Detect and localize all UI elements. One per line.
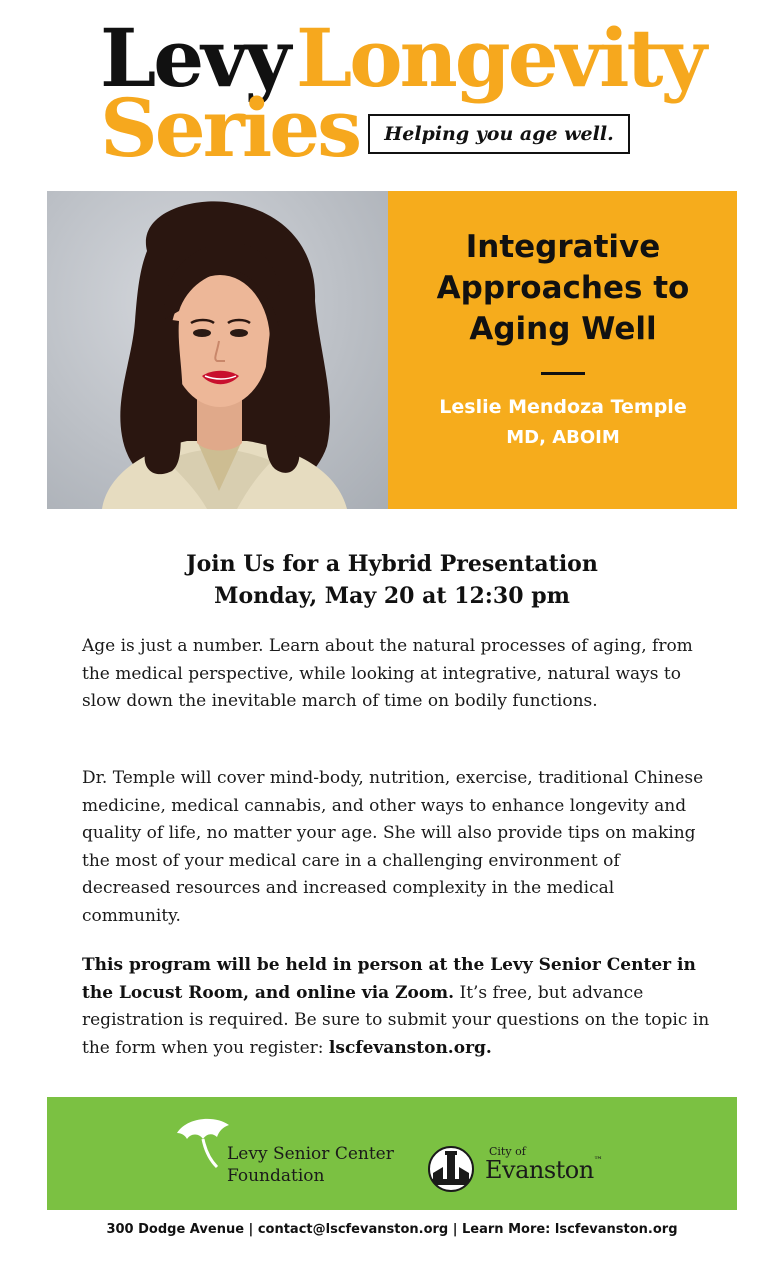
city-of-label: City of [489, 1145, 526, 1158]
event-title-line-1: Integrative [465, 229, 661, 265]
event-title [408, 227, 718, 350]
registration-text: It’s free, but advance registration is required. Be sure to submit your questions on the topic in the form when you register: [82, 982, 710, 1058]
description-paragraph-1: Age is just a number. Learn about the natural processes of aging, from the medical perspective, while looking at integrative, natural ways to slow down the inevitable march of time on bodily functions. [82, 636, 693, 712]
evanston-label [485, 1156, 602, 1184]
title-divider [541, 372, 585, 375]
series-title-series: Series [100, 81, 360, 175]
hero-panel [47, 191, 737, 509]
event-date-time: Monday, May 20 at 12:30 pm [214, 583, 570, 609]
description-paragraph-2: Dr. Temple will cover mind-body, nutrition, exercise, traditional Chinese medicine, medical cannabis, and other ways to enhance longevity and quality of life, no matter your age. She will also provide tips on making the most of your medical care in a challenging environment of decreased resources and increased complexity in the medical community. [82, 768, 704, 926]
location-statement: This program will be held in person at the Levy Senior Center in the Locust Room, and online via Zoom. [82, 955, 696, 1003]
evanston-word: Evanston [485, 1156, 594, 1184]
registration-paragraph [82, 952, 712, 1062]
event-subheading [60, 548, 724, 612]
ginkgo-leaf-icon [173, 1111, 233, 1171]
event-title-panel [388, 191, 737, 509]
lscf-logo [177, 1117, 417, 1197]
lscf-name-line-1: Levy Senior Center [227, 1144, 394, 1164]
speaker-name: Leslie Mendoza Temple [439, 396, 687, 418]
tagline-box: Helping you age well. [368, 114, 630, 154]
event-title-line-2: Approaches to [436, 270, 690, 306]
registration-link[interactable]: lscfevanston.org. [328, 1037, 492, 1058]
contact-line: 300 Dodge Avenue | contact@lscfevanston.org | Learn More: lscfevanston.org [106, 1222, 678, 1237]
event-title-line-3: Aging Well [469, 311, 657, 347]
lighthouse-seal-icon [423, 1145, 479, 1193]
series-title-longevity: Longevity [296, 11, 704, 105]
series-title-levy: Levy [100, 11, 289, 105]
event-format: Join Us for a Hybrid Presentation [186, 551, 598, 577]
speaker-portrait-icon [47, 191, 388, 509]
lscf-name-line-2: Foundation [227, 1166, 325, 1186]
evanston-logo [423, 1145, 603, 1195]
sponsor-footer [47, 1097, 737, 1210]
speaker-credentials: MD, ABOIM [506, 427, 620, 448]
trademark-symbol: ™ [593, 1156, 603, 1166]
speaker-photo [47, 191, 388, 509]
poster-header [0, 0, 784, 190]
lscf-name [227, 1143, 394, 1187]
